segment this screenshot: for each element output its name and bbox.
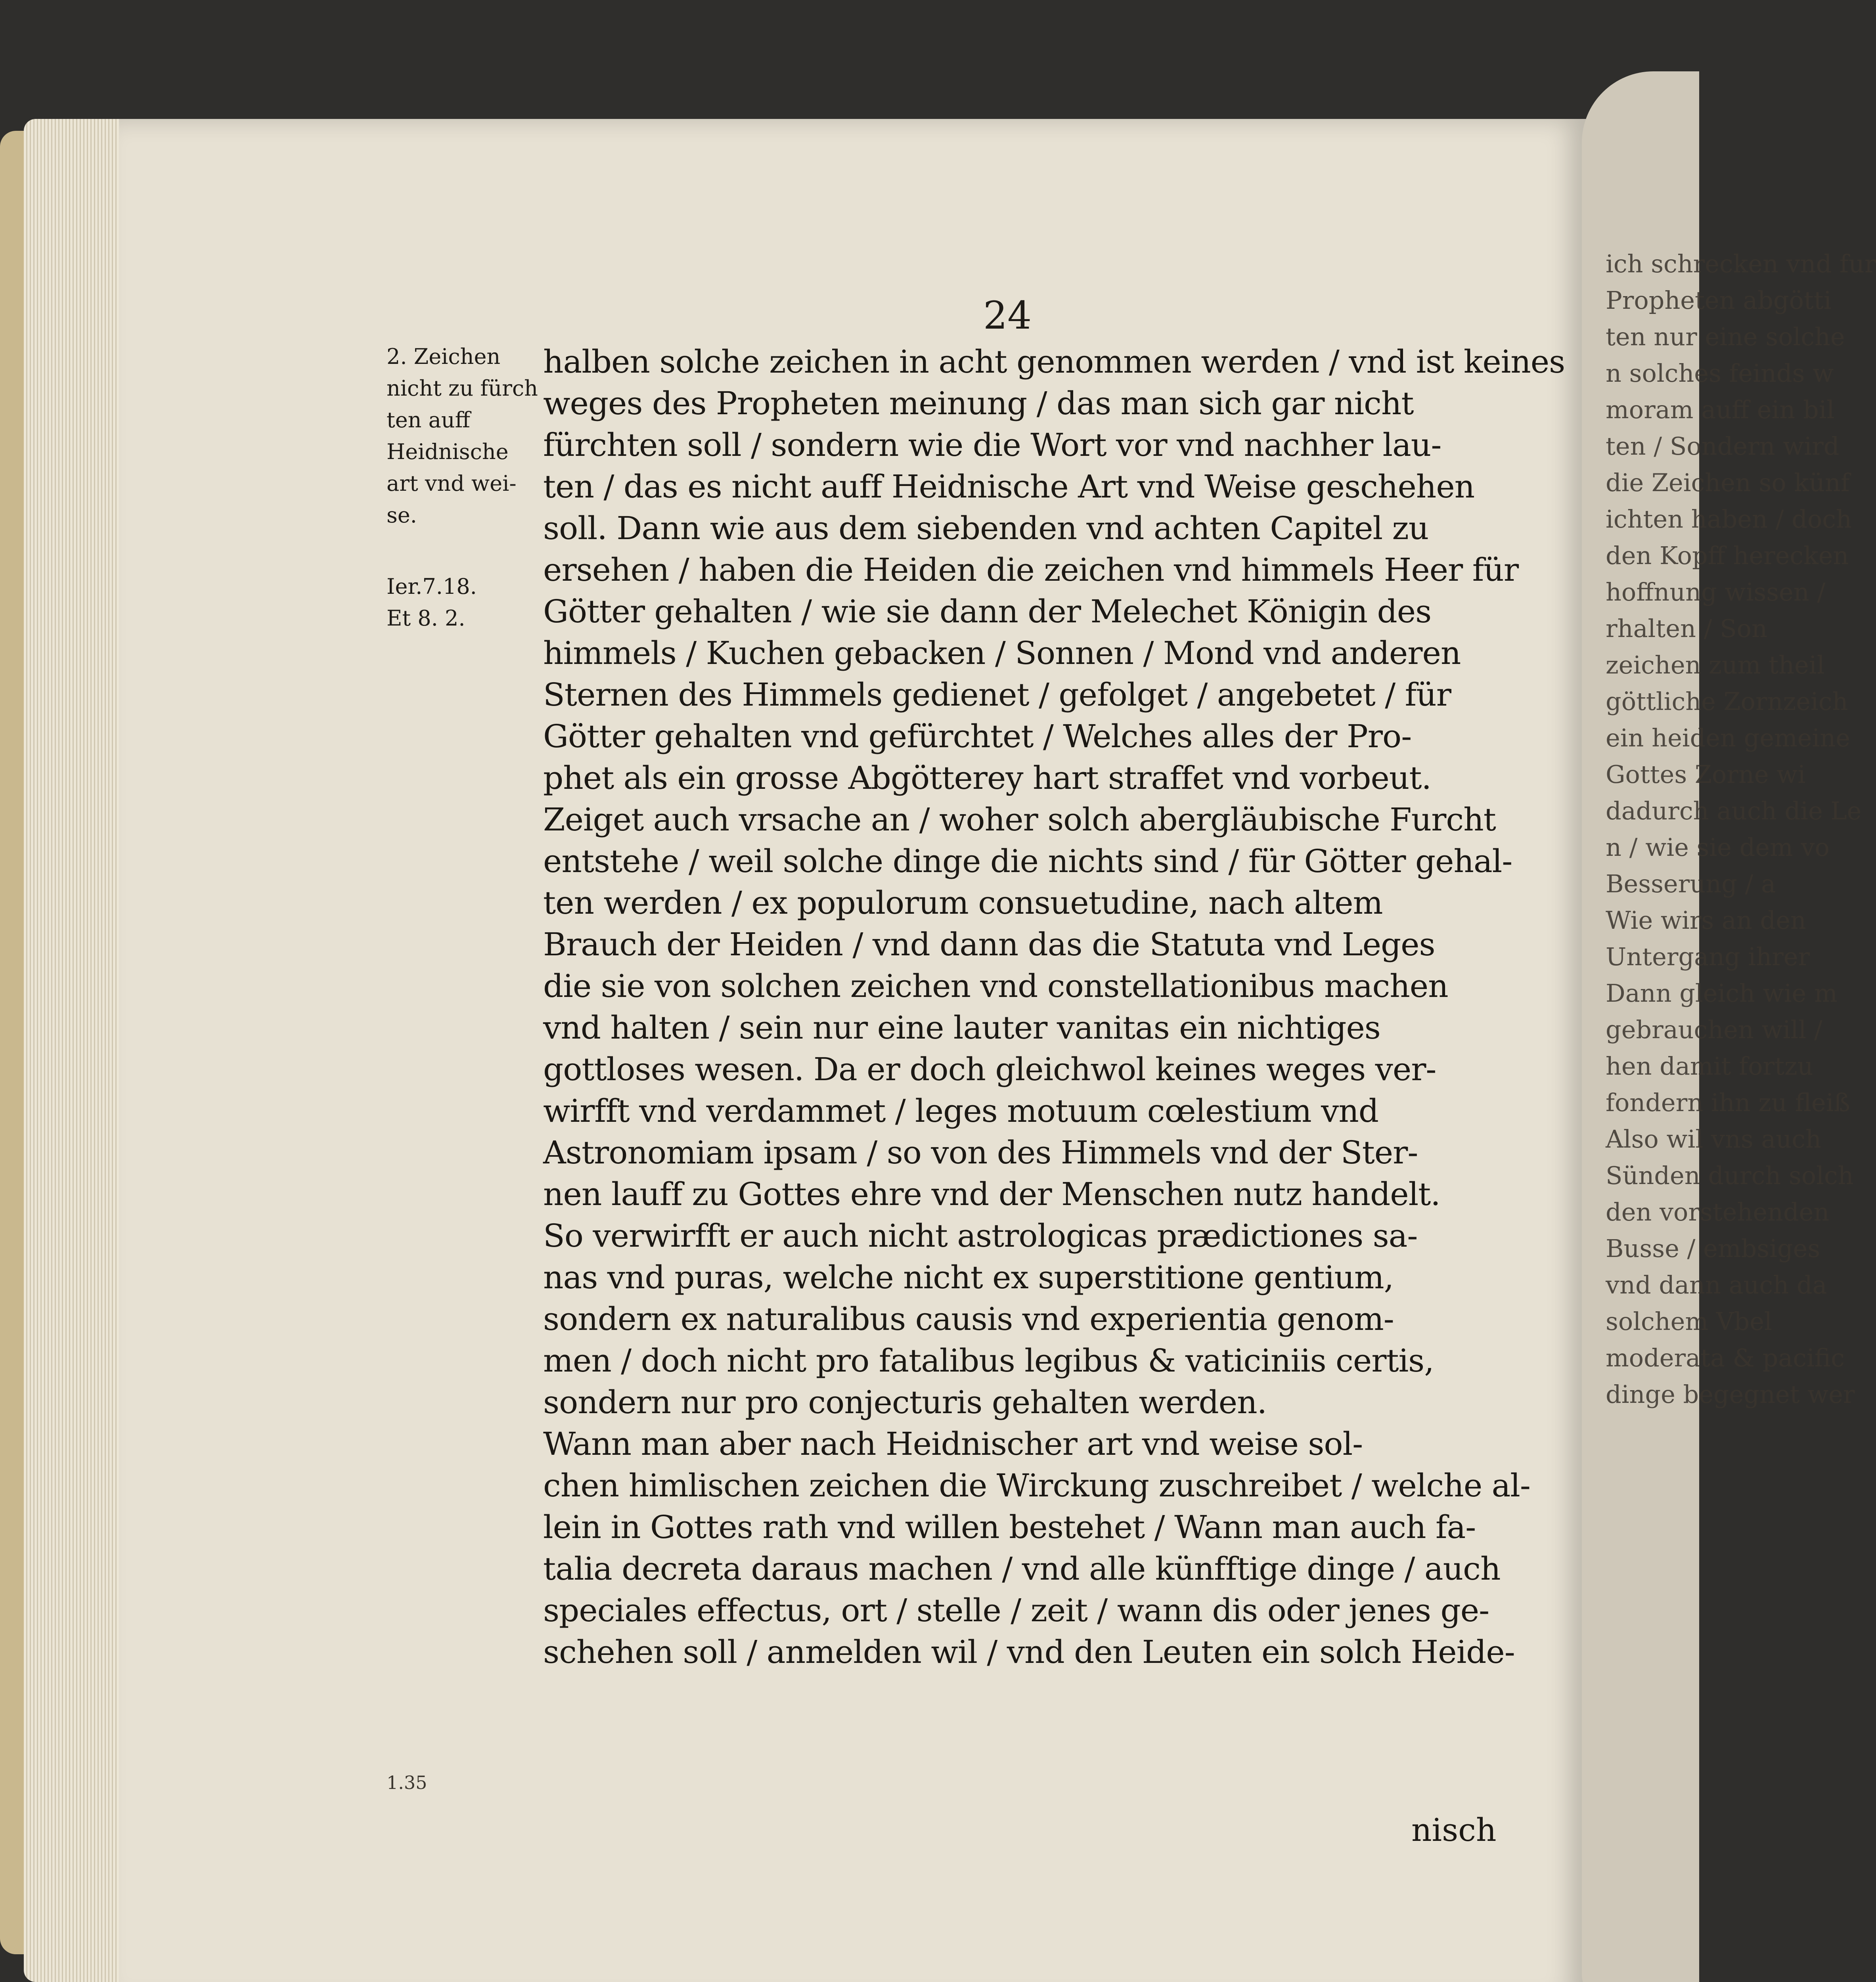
- facing-text-line: göttliche Zornzeich: [1606, 687, 1848, 716]
- marginal-note: 2. Zeichen nicht zu fürch ten auff Heidnische art vnd wei- se.: [387, 344, 538, 528]
- text-line: Götter gehalten vnd gefürchtet / Welches alles der Pro-: [543, 718, 1412, 755]
- text-line: wirfft vnd verdammet / leges motuum cœlestium vnd: [543, 1092, 1379, 1129]
- facing-text-line: ten / Sondern wird: [1606, 432, 1840, 461]
- facing-text-line: rhalten / Son: [1606, 614, 1767, 643]
- facing-text-line: moderata & pacific: [1606, 1343, 1845, 1372]
- text-line: ten / das es nicht auff Heidnische Art vnd Weise geschehen: [543, 468, 1475, 505]
- facing-text-line: n / wie sie dem vo: [1606, 833, 1830, 862]
- facing-text-line: den Kopff herecken: [1606, 541, 1849, 570]
- facing-text-line: ich schrecken vnd fur: [1606, 249, 1876, 278]
- text-line: entstehe / weil solche dinge die nichts sind / für Götter gehal-: [543, 843, 1512, 880]
- text-line: ersehen / haben die Heiden die zeichen vnd himmels Heer für: [543, 551, 1519, 588]
- facing-text-line: Busse / embsiges: [1606, 1234, 1820, 1263]
- catchword: nisch: [1411, 1812, 1497, 1848]
- text-line: ten werden / ex populorum consuetudine, nach altem: [543, 884, 1383, 921]
- facing-text-line: dadurch auch die Le: [1606, 796, 1862, 825]
- text-line: Astronomiam ipsam / so von des Himmels vnd der Ster-: [543, 1134, 1418, 1171]
- facing-text-line: hen damit fortzu: [1606, 1052, 1813, 1081]
- facing-text-line: Gottes Zorne wi: [1606, 760, 1806, 789]
- facing-text-line: Untergang ihrer: [1606, 942, 1810, 971]
- text-line: himmels / Kuchen gebacken / Sonnen / Mond vnd anderen: [543, 635, 1461, 672]
- main-text-block: [543, 341, 1565, 1673]
- text-line: schehen soll / anmelden wil / vnd den Leuten ein solch Heide-: [543, 1634, 1515, 1670]
- facing-text-line: Also wil vns auch: [1606, 1125, 1821, 1154]
- facing-text-line: ichten haben / doch: [1606, 505, 1852, 534]
- facing-page: [1582, 71, 1876, 1982]
- text-line: So verwirfft er auch nicht astrologicas prædictiones sa-: [543, 1217, 1418, 1254]
- text-line: nas vnd puras, welche nicht ex superstitione gentium,: [543, 1259, 1394, 1296]
- facing-text-line: zeichen zum theil: [1606, 650, 1825, 679]
- text-line: soll. Dann wie aus dem siebenden vnd achten Capitel zu: [543, 510, 1429, 547]
- text-line: fürchten soll / sondern wie die Wort vor vnd nachher lau-: [543, 427, 1441, 463]
- text-line: nen lauff zu Gottes ehre vnd der Menschen nutz handelt.: [543, 1176, 1440, 1213]
- facing-text-line: Propheten abgötti: [1606, 286, 1832, 315]
- text-line: Zeiget auch vrsache an / woher solch abergläubische Furcht: [543, 801, 1496, 838]
- facing-text-line: Sünden durch solch: [1606, 1161, 1854, 1190]
- text-line: men / doch nicht pro fatalibus legibus & vaticiniis certis,: [543, 1342, 1434, 1379]
- facing-text-line: vnd dann auch da: [1606, 1270, 1827, 1299]
- text-line: weges des Propheten meinung / das man sich gar nicht: [543, 385, 1414, 422]
- marginal-mark: 1.35: [387, 1772, 427, 1793]
- text-line: chen himlischen zeichen die Wirckung zuschreibet / welche al-: [543, 1467, 1530, 1504]
- facing-text-line: Besserung / a: [1606, 869, 1776, 898]
- facing-text-line: die Zeichen so künf: [1606, 468, 1850, 497]
- facing-text-line: moram auff ein bil: [1606, 395, 1835, 424]
- text-line: gottloses wesen. Da er doch gleichwol keines weges ver-: [543, 1051, 1436, 1088]
- facing-text-line: fondern ihn zu fleiß: [1606, 1088, 1850, 1117]
- marginal-scripture-reference: Ier.7.18. Et 8. 2.: [387, 574, 477, 631]
- text-line: Götter gehalten / wie sie dann der Melechet Königin des: [543, 593, 1432, 630]
- text-line: halben solche zeichen in acht genommen werden / vnd ist keines: [543, 343, 1565, 380]
- facing-text-line: n solches feinds w: [1606, 359, 1834, 388]
- text-line: Brauch der Heiden / vnd dann das die Statuta vnd Leges: [543, 926, 1435, 963]
- text-line: die sie von solchen zeichen vnd constellationibus machen: [543, 968, 1448, 1004]
- facing-page-text: [1606, 246, 1876, 1413]
- facing-text-line: Wie wirs an den: [1606, 906, 1806, 935]
- facing-text-line: Dann gleich wie m: [1606, 979, 1838, 1008]
- text-line: lein in Gottes rath vnd willen bestehet / Wann man auch fa-: [543, 1509, 1476, 1546]
- facing-text-line: ten nur eine solche: [1606, 322, 1845, 351]
- text-line: phet als ein grosse Abgötterey hart straffet vnd vorbeut.: [543, 760, 1431, 796]
- facing-text-line: den vorstehenden: [1606, 1198, 1830, 1226]
- text-line: talia decreta daraus machen / vnd alle künfftige dinge / auch: [543, 1550, 1501, 1587]
- facing-text-line: dinge begegnet wer: [1606, 1380, 1855, 1409]
- text-line: speciales effectus, ort / stelle / zeit / wann dis oder jenes ge-: [543, 1592, 1489, 1629]
- facing-text-line: solchem Vbel: [1606, 1307, 1772, 1336]
- text-line: Wann man aber nach Heidnischer art vnd weise sol-: [543, 1425, 1363, 1462]
- text-line: vnd halten / sein nur eine lauter vanitas ein nichtiges: [543, 1009, 1380, 1046]
- facing-text-line: gebrauchen will /: [1606, 1015, 1822, 1044]
- text-line: sondern ex naturalibus causis vnd experientia genom-: [543, 1301, 1394, 1337]
- text-line: sondern nur pro conjecturis gehalten werden.: [543, 1384, 1267, 1421]
- facing-text-line: hoffnung wissen /: [1606, 578, 1826, 606]
- facing-text-line: ein heiden gemeine: [1606, 723, 1850, 752]
- page-number: 24: [983, 293, 1032, 338]
- text-line: Sternen des Himmels gedienet / gefolget / angebetet / für: [543, 676, 1451, 713]
